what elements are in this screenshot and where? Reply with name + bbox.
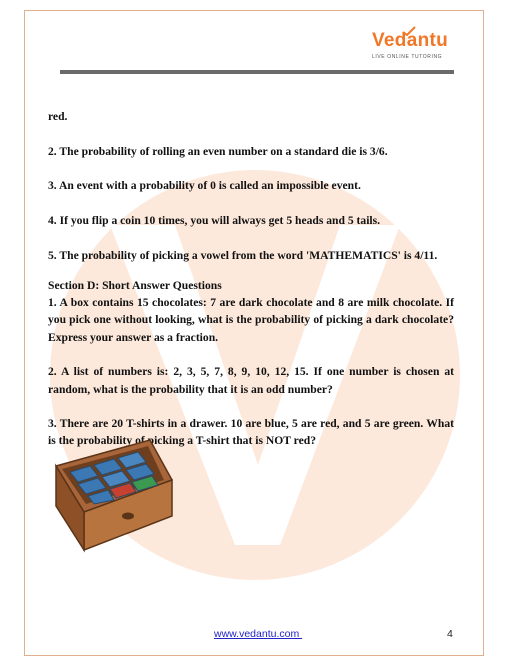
page-number: 4 — [447, 628, 453, 640]
true-false-item: 4. If you flip a coin 10 times, you will always get 5 heads and 5 tails. — [48, 214, 381, 228]
true-false-item: 3. An event with a probability of 0 is called an impossible event. — [48, 179, 361, 193]
logo-wordmark: Vedantu — [372, 30, 449, 51]
continuation-text: red. — [48, 110, 68, 123]
short-answer-item: 1. A box contains 15 chocolates: 7 are dark chocolate and 8 are milk chocolate. If you pick one without looking, what is the probability of picking a dark chocolate? Express your answer as a fraction. — [48, 296, 454, 344]
section-heading: Section D: Short Answer Questions — [48, 279, 222, 293]
short-answer-item: 2. A list of numbers is: 2, 3, 5, 7, 8, 9, 10, 12, 15. If one number is chosen at random, what is the probability that it is an odd number? — [48, 365, 454, 396]
true-false-item: 2. The probability of rolling an even number on a standard die is 3/6. — [48, 144, 388, 158]
true-false-item: 5. The probability of picking a vowel from the word 'MATHEMATICS' is 4/11. — [48, 248, 438, 262]
website-link[interactable]: www.vedantu.com — [214, 628, 303, 640]
short-answer-item: 3. There are 20 T-shirts in a drawer. 10 are blue, 5 are red, and 5 are green. What is the probability of picking a T-shirt that is NOT red? — [48, 417, 454, 448]
main-content — [48, 108, 454, 450]
header-rule — [60, 70, 454, 74]
vedantu-logo — [372, 30, 452, 70]
logo-tagline: LIVE ONLINE TUTORING — [372, 54, 443, 60]
drawer-with-tshirts-illustration — [48, 436, 178, 556]
